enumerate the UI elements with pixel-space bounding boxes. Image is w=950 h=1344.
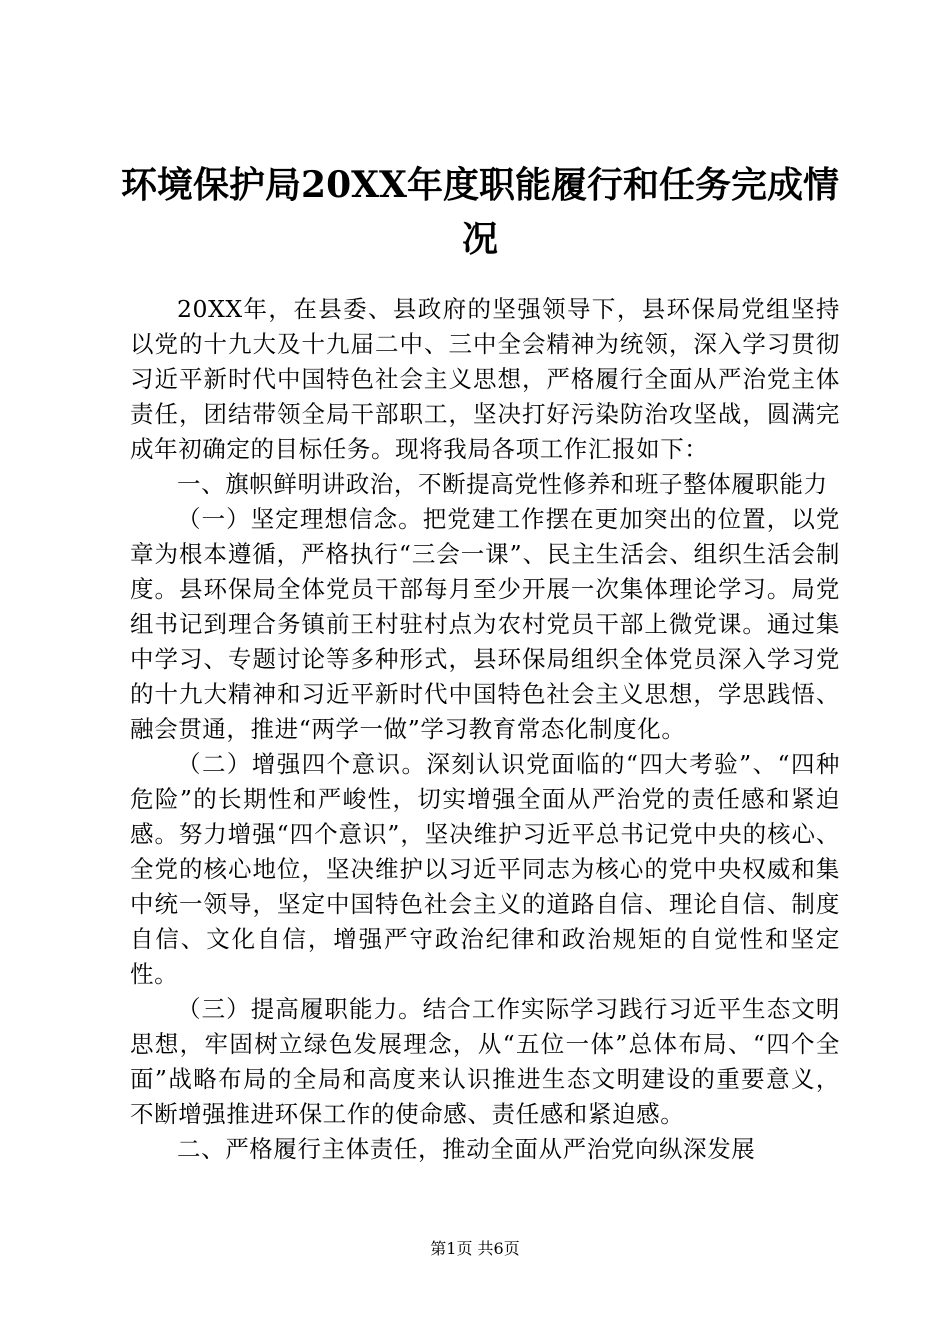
- section-heading-2: 二、严格履行主体责任，推动全面从严治党向纵深发展: [177, 1135, 756, 1163]
- subsection-paragraph-1: （一）坚定理想信念。把党建工作摆在更加突出的位置，以党章为根本遵循，严格执行“三会一课”、民主生活会、组织生活会制度。县环保局全体党员干部每月至少开展一次集体理论学习。局党组书记到理合务镇前王村驻村点为农村党员干部上微党课。通过集中学习、专题讨论等多种形式，县环保局组织全体党员深入学习党的十九大精神和习近平新时代中国特色社会主义思想，学思践悟、融会贯通，推进“两学一做”学习教育常态化制度化。: [130, 505, 840, 743]
- document-title: [120, 158, 840, 266]
- title-line-2: 况: [461, 218, 498, 260]
- title-line-1: 环境保护局20XX年度职能履行和任务完成情: [121, 164, 839, 206]
- document-body: [130, 292, 840, 1167]
- subsection-paragraph-2: （二）增强四个意识。深刻认识党面临的“四大考验”、“四种危险”的长期性和严峻性，切实增强全面从严治党的责任感和紧迫感。努力增强“四个意识”，坚决维护习近平总书记党中央的核心、全党的核心地位，坚决维护以习近平同志为核心的党中央权威和集中统一领导，坚定中国特色社会主义的道路自信、理论自信、制度自信、文化自信，增强严守政治纪律和政治规矩的自觉性和坚定性。: [130, 750, 840, 988]
- subsection-paragraph-3: （三）提高履职能力。结合工作实际学习践行习近平生态文明思想，牢固树立绿色发展理念，从“五位一体”总体布局、“四个全面”战略布局的全局和高度来认识推进生态文明建设的重要意义，不断增强推进环保工作的使命感、责任感和紧迫感。: [130, 995, 840, 1128]
- section-heading-1: 一、旗帜鲜明讲政治，不断提高党性修养和班子整体履职能力: [177, 470, 828, 498]
- intro-paragraph: 20XX年，在县委、县政府的坚强领导下，县环保局党组坚持以党的十九大及十九届二中、三中全会精神为统领，深入学习贯彻习近平新时代中国特色社会主义思想，严格履行全面从严治党主体责任，团结带领全局干部职工，坚决打好污染防治攻坚战，圆满完成年初确定的目标任务。现将我局各项工作汇报如下：: [130, 295, 840, 463]
- page-number-footer: 第1页 共6页: [430, 1239, 520, 1258]
